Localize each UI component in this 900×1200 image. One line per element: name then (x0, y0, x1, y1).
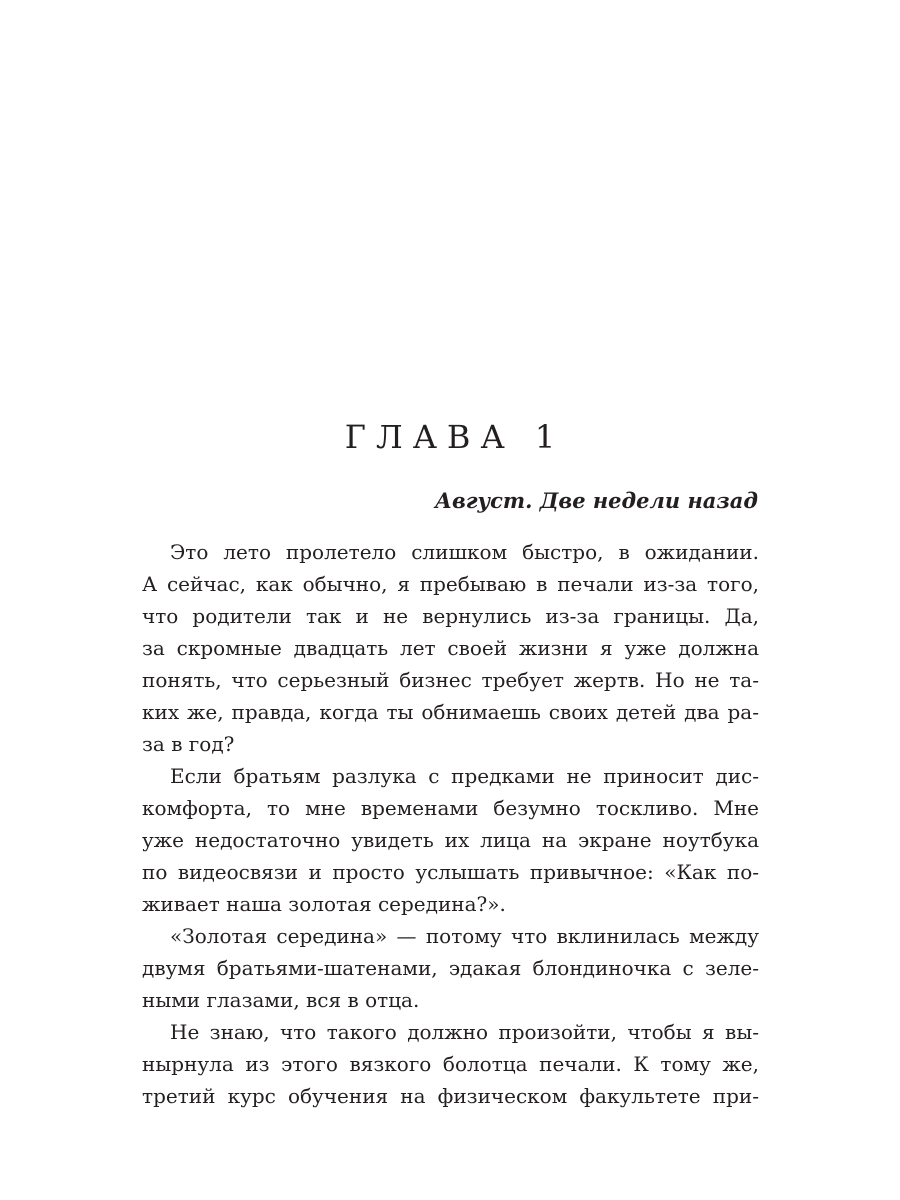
text-line: Если братьям разлука с предками не приносит дис- (170, 764, 759, 788)
text-line: живает наша золотая середина?». (142, 892, 506, 916)
text-line: А сейчас, как обычно, я пребываю в печали из-за того, (142, 572, 759, 596)
text-line: двумя братьями-шатенами, эдакая блондиночка с зеле- (142, 956, 759, 980)
text-line: что родители так и не вернулись из-за границы. Да, (142, 604, 759, 628)
text-line: Не знаю, что такого должно произойти, чтобы я вы- (170, 1020, 759, 1044)
text-line: понять, что серьезный бизнес требует жертв. Но не та- (142, 668, 759, 692)
text-line: третий курс обучения на физическом факультете при- (142, 1084, 759, 1108)
text-line: нырнула из этого вязкого болотца печали. К тому же, (142, 1052, 759, 1076)
text-line: за скромные двадцать лет своей жизни я уже должна (142, 636, 759, 660)
text-line: ными глазами, вся в отца. (142, 988, 420, 1012)
text-line: уже недостаточно увидеть их лица на экране ноутбука (142, 828, 759, 852)
text-line: комфорта, то мне временами безумно тоскливо. Мне (142, 796, 759, 820)
text-line: «Золотая середина» — потому что вклинилась между (170, 924, 759, 948)
chapter-subtitle: Август. Две недели назад (434, 488, 758, 513)
text-line: Это лето пролетело слишком быстро, в ожидании. (170, 540, 759, 564)
text-line: по видеосвязи и просто услышать привычное: «Как по- (142, 860, 759, 884)
body-text (142, 536, 759, 1112)
text-line: за в год? (142, 732, 235, 756)
text-line: ких же, правда, когда ты обнимаешь своих детей два ра- (142, 700, 759, 724)
chapter-title: ГЛАВА 1 (344, 418, 566, 456)
